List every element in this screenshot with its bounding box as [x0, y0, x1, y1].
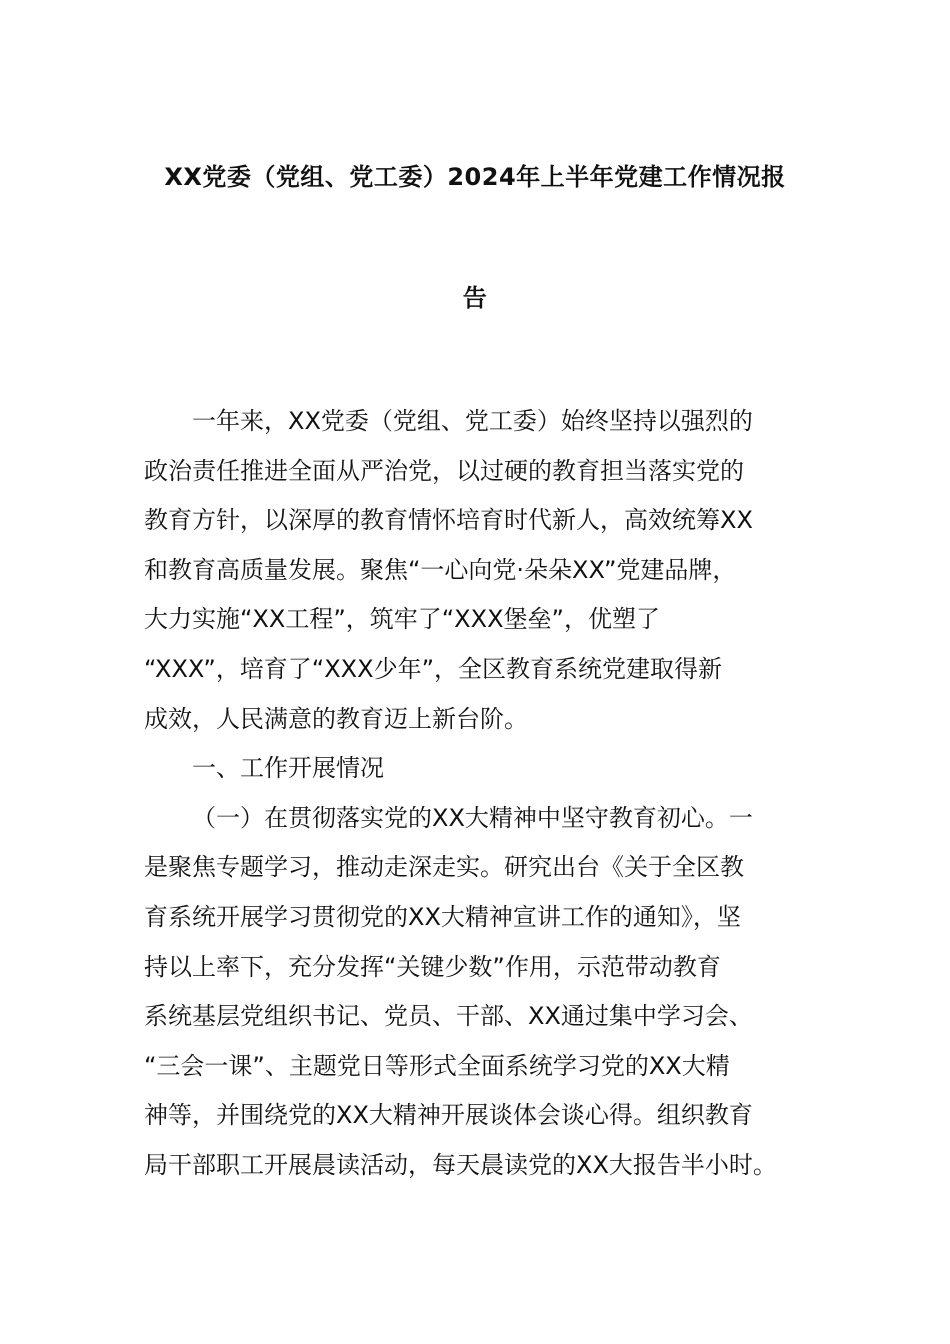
paragraph-line: 局干部职工开展晨读活动，每天晨读党的XX大报告半小时。: [144, 1150, 777, 1179]
paragraph-line: 教育方针，以深厚的教育情怀培育时代新人，高效统筹XX: [144, 506, 753, 535]
paragraph-line: “XXX”，培育了“XXX少年”，全区教育系统党建取得新: [144, 654, 723, 683]
paragraph-line: 成效，人民满意的教育迈上新台阶。: [144, 704, 528, 733]
paragraph-line: 神等，并围绕党的XX大精神开展谈体会谈心得。组织教育: [144, 1101, 753, 1130]
paragraph-line: （一）在贯彻落实党的XX大精神中坚守教育初心。一: [192, 803, 753, 832]
paragraph-line: 系统基层党组织书记、党员、干部、XX通过集中学习会、: [144, 1002, 753, 1031]
document-title-line-1: XX党委（党组、党工委）2024年上半年党建工作情况报: [164, 163, 786, 191]
paragraph-line: 育系统开展学习贯彻党的XX大精神宣讲工作的通知》，坚: [144, 902, 741, 931]
paragraph-line: “三会一课”、主题党日等形式全面系统学习党的XX大精: [144, 1051, 730, 1080]
paragraph-line: 政治责任推进全面从严治党，以过硬的教育担当落实党的: [144, 456, 744, 485]
paragraph-line: 持以上率下，充分发挥“关键少数”作用，示范带动教育: [144, 952, 721, 981]
paragraph-line: 是聚焦专题学习，推动走深走实。研究出台《关于全区教: [144, 853, 744, 882]
paragraph-line: 一年来，XX党委（党组、党工委）始终坚持以强烈的: [192, 407, 753, 435]
document-body: [144, 397, 824, 1191]
section-heading: 一、工作开展情况: [192, 754, 384, 783]
document-title-line-2: 告: [462, 284, 488, 312]
paragraph-line: 和教育高质量发展。聚焦“一心向党·朵朵XX”党建品牌，: [144, 555, 737, 584]
paragraph-line: 大力实施“XX工程”，筑牢了“XXX堡垒”，优塑了: [144, 605, 660, 634]
